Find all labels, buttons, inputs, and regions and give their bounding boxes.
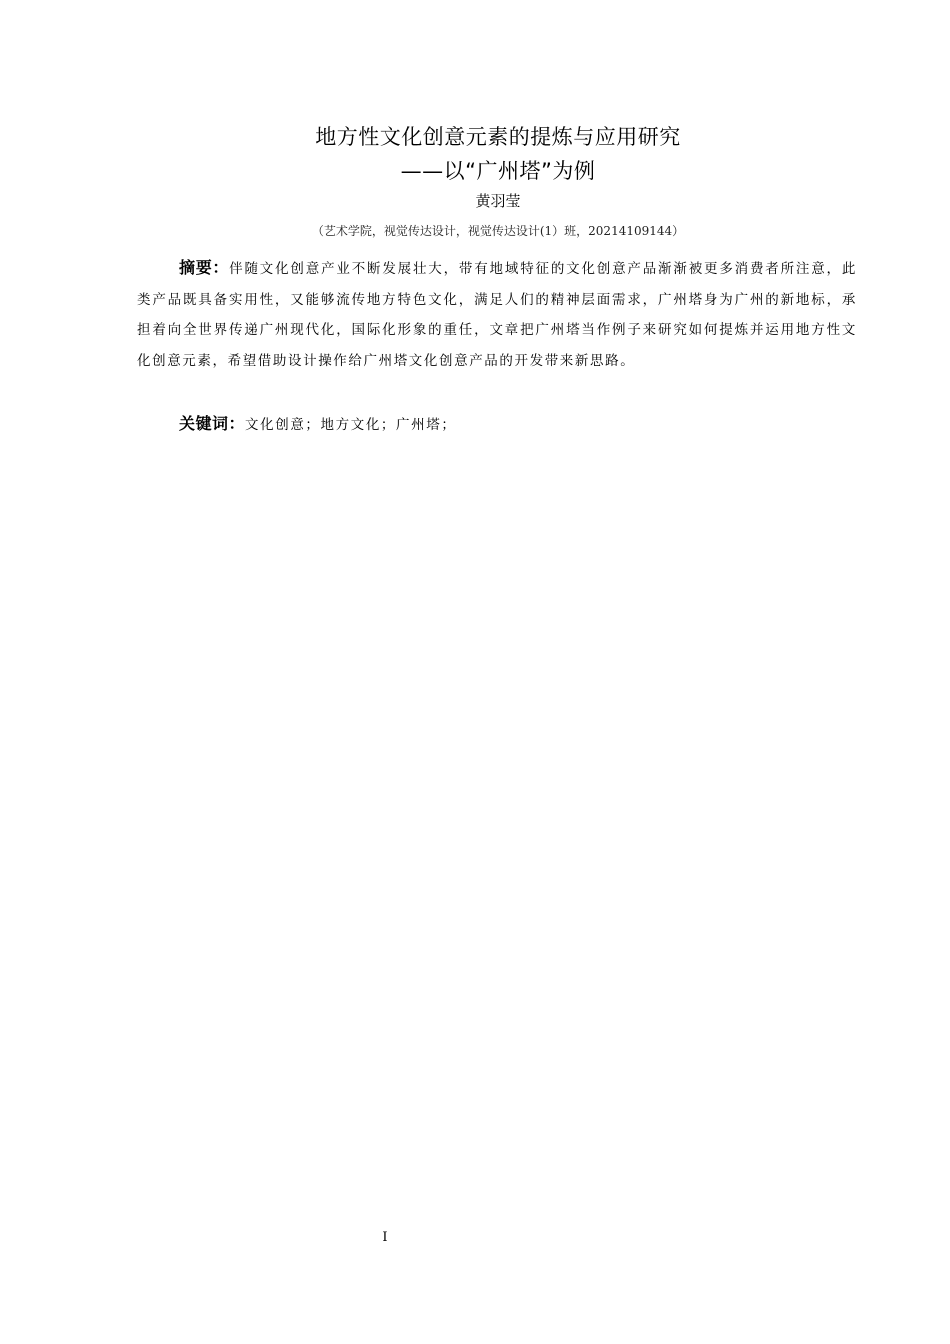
abstract-text: 伴随文化创意产业不断发展壮大，带有地域特征的文化创意产品渐渐被更多消费者所注意，此类产品既具备实用性，又能够流传地方特色文化，满足人们的精神层面需求，广州塔身为广州的新地标，承担着向全世界传递广州现代化，国际化形象的重任，文章把广州塔当作例子来研究如何提炼并运用地方性文化创意元素，希望借助设计操作给广州塔文化创意产品的开发带来新思路。 (137, 261, 857, 369)
paper-title: 地方性文化创意元素的提炼与应用研究 (315, 125, 681, 149)
paper-subtitle: ——以“广州塔”为例 (400, 159, 596, 183)
keywords-text: 文化创意；地方文化；广州塔； (245, 417, 457, 433)
keywords-paragraph (137, 409, 857, 440)
author-affiliation: （艺术学院，视觉传达设计，视觉传达设计(1）班，20214109144） (311, 224, 685, 238)
abstract-paragraph (137, 253, 857, 376)
keywords-label: 关键词： (179, 414, 246, 433)
abstract-label: 摘要： (179, 258, 230, 277)
author-name: 黄羽莹 (475, 192, 521, 210)
page-number: I (382, 1230, 388, 1245)
